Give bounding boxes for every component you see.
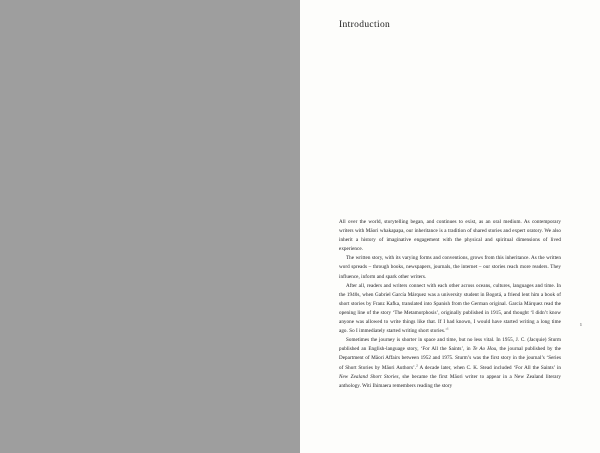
text-run: Sometimes the journey is shorter in space and time, but no less vital. In 1955, J. C. (Jacquie) Sturm published an English-language story, ‘For All the Saints’, in [339, 337, 561, 353]
paragraph-2 [339, 254, 561, 281]
italic-run: New Zealand Short Stories [339, 373, 399, 380]
chapter-title: Introduction [339, 20, 391, 30]
text-run: After all, readers and writers connect with each other across oceans, cultures, languages and time. In the 1940s, when Gabriel García Márquez was a university student in Bogotá, a friend lent him a book of short stories by Franz Kafka, translated into Spanish from the German original. García Márquez read the opening line of the story ‘The Metamorphosis’, originally published in 1915, and thought ‘I didn’t know anyone was allowed to write things like that. If I had known, I would have started writing a long time ago. So I immediately started writing short stories.’ [339, 282, 561, 335]
text-run: A decade later, when C. K. Stead included ‘For All the Saints’ in [417, 364, 561, 371]
paragraph-3 [339, 282, 561, 337]
body-text [339, 218, 561, 391]
text-run: , she became the first Māori writer to appear in a New Zealand literary anthology. Witi Ihimaera remembers reading the story [339, 373, 561, 389]
page-number: 1 [579, 322, 582, 327]
text-run: The written story, with its varying forms and conventions, grows from this inheritance. As the written word spreads – through books, newspapers, journals, the internet – our stories reach more readers. They influence, inform and spark other writers. [339, 255, 561, 280]
text-run: , the journal published by the Department of Māori Affairs between 1952 and 1975. Sturm’s was the first story in the journal’s ‘Series of Short Stories by Māori Authors’. [339, 346, 561, 371]
paragraph-4 [339, 336, 561, 391]
right-page [300, 0, 600, 453]
italic-run: Te Ao Hou [472, 346, 497, 353]
paragraph-1 [339, 218, 561, 254]
text-run: All over the world, storytelling began, and continues to exist, as an oral medium. As contemporary writers with Māori whakapapa, our inheritance is a tradition of shared stories and expert oratory. We also inherit a history of imaginative engagement with the physical and spiritual dimensions of lived experience. [339, 219, 561, 253]
footnote-marker: 2 [416, 362, 418, 367]
footnote-marker: 1 [447, 326, 449, 331]
